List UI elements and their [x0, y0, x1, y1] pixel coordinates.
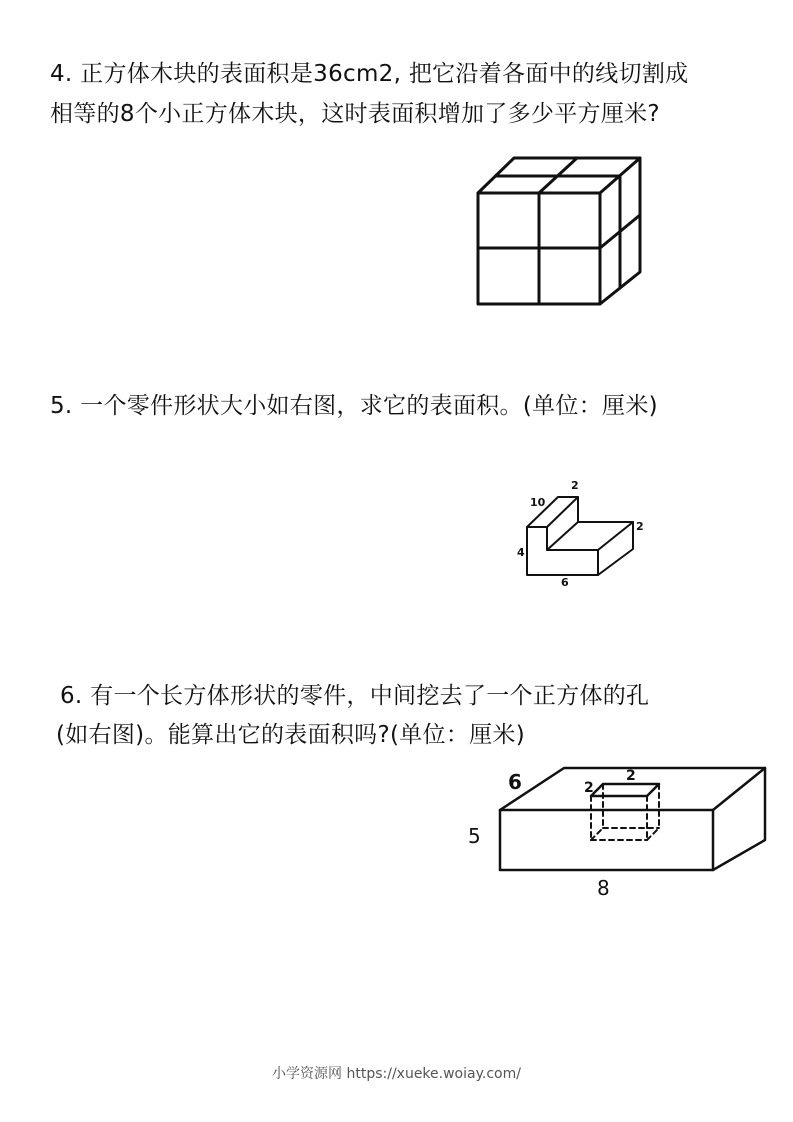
hole-top-face — [591, 784, 659, 796]
label-left-height: 4 — [517, 546, 525, 559]
hole-bottom-right-edge — [647, 828, 659, 840]
cuboid-top-right-edge — [713, 768, 765, 810]
question-4-line-2: 相等的8个小正方体木块，这时表面积增加了多少平方厘米? — [50, 101, 660, 127]
label-depth: 6 — [508, 770, 522, 794]
label-right-height: 2 — [636, 520, 644, 533]
step-lower-top-edge — [598, 522, 633, 550]
footer-source: 小学资源网 https://xueke.woiay.com/ — [272, 1066, 521, 1082]
hole-bottom-left-edge — [591, 828, 603, 840]
label-hole-depth: 2 — [626, 768, 636, 784]
step-upper-top-edge — [547, 497, 578, 527]
label-hole-width: 2 — [584, 780, 594, 796]
step-inner-edge — [547, 522, 578, 550]
label-height: 5 — [468, 824, 481, 848]
label-bottom-length: 6 — [561, 576, 569, 589]
step-part-figure — [510, 475, 650, 590]
label-length: 8 — [597, 876, 610, 900]
cube-cut-figure — [470, 150, 650, 315]
question-6-line-1: 6. 有一个长方体形状的零件，中间挖去了一个正方体的孔 — [60, 683, 650, 709]
label-slant-length: 10 — [530, 496, 546, 509]
cuboid-with-hole-figure — [460, 758, 780, 908]
step-front-face — [527, 527, 598, 575]
question-5-line-1: 5. 一个零件形状大小如右图，求它的表面积。(单位：厘米) — [50, 393, 658, 419]
question-4-line-1: 4. 正方体木块的表面积是36cm2, 把它沿着各面中的线切割成 — [50, 61, 689, 87]
label-top-width: 2 — [571, 479, 579, 492]
question-6-line-2: (如右图)。能算出它的表面积吗?(单位：厘米) — [56, 722, 525, 748]
cuboid-front-face — [500, 810, 713, 870]
